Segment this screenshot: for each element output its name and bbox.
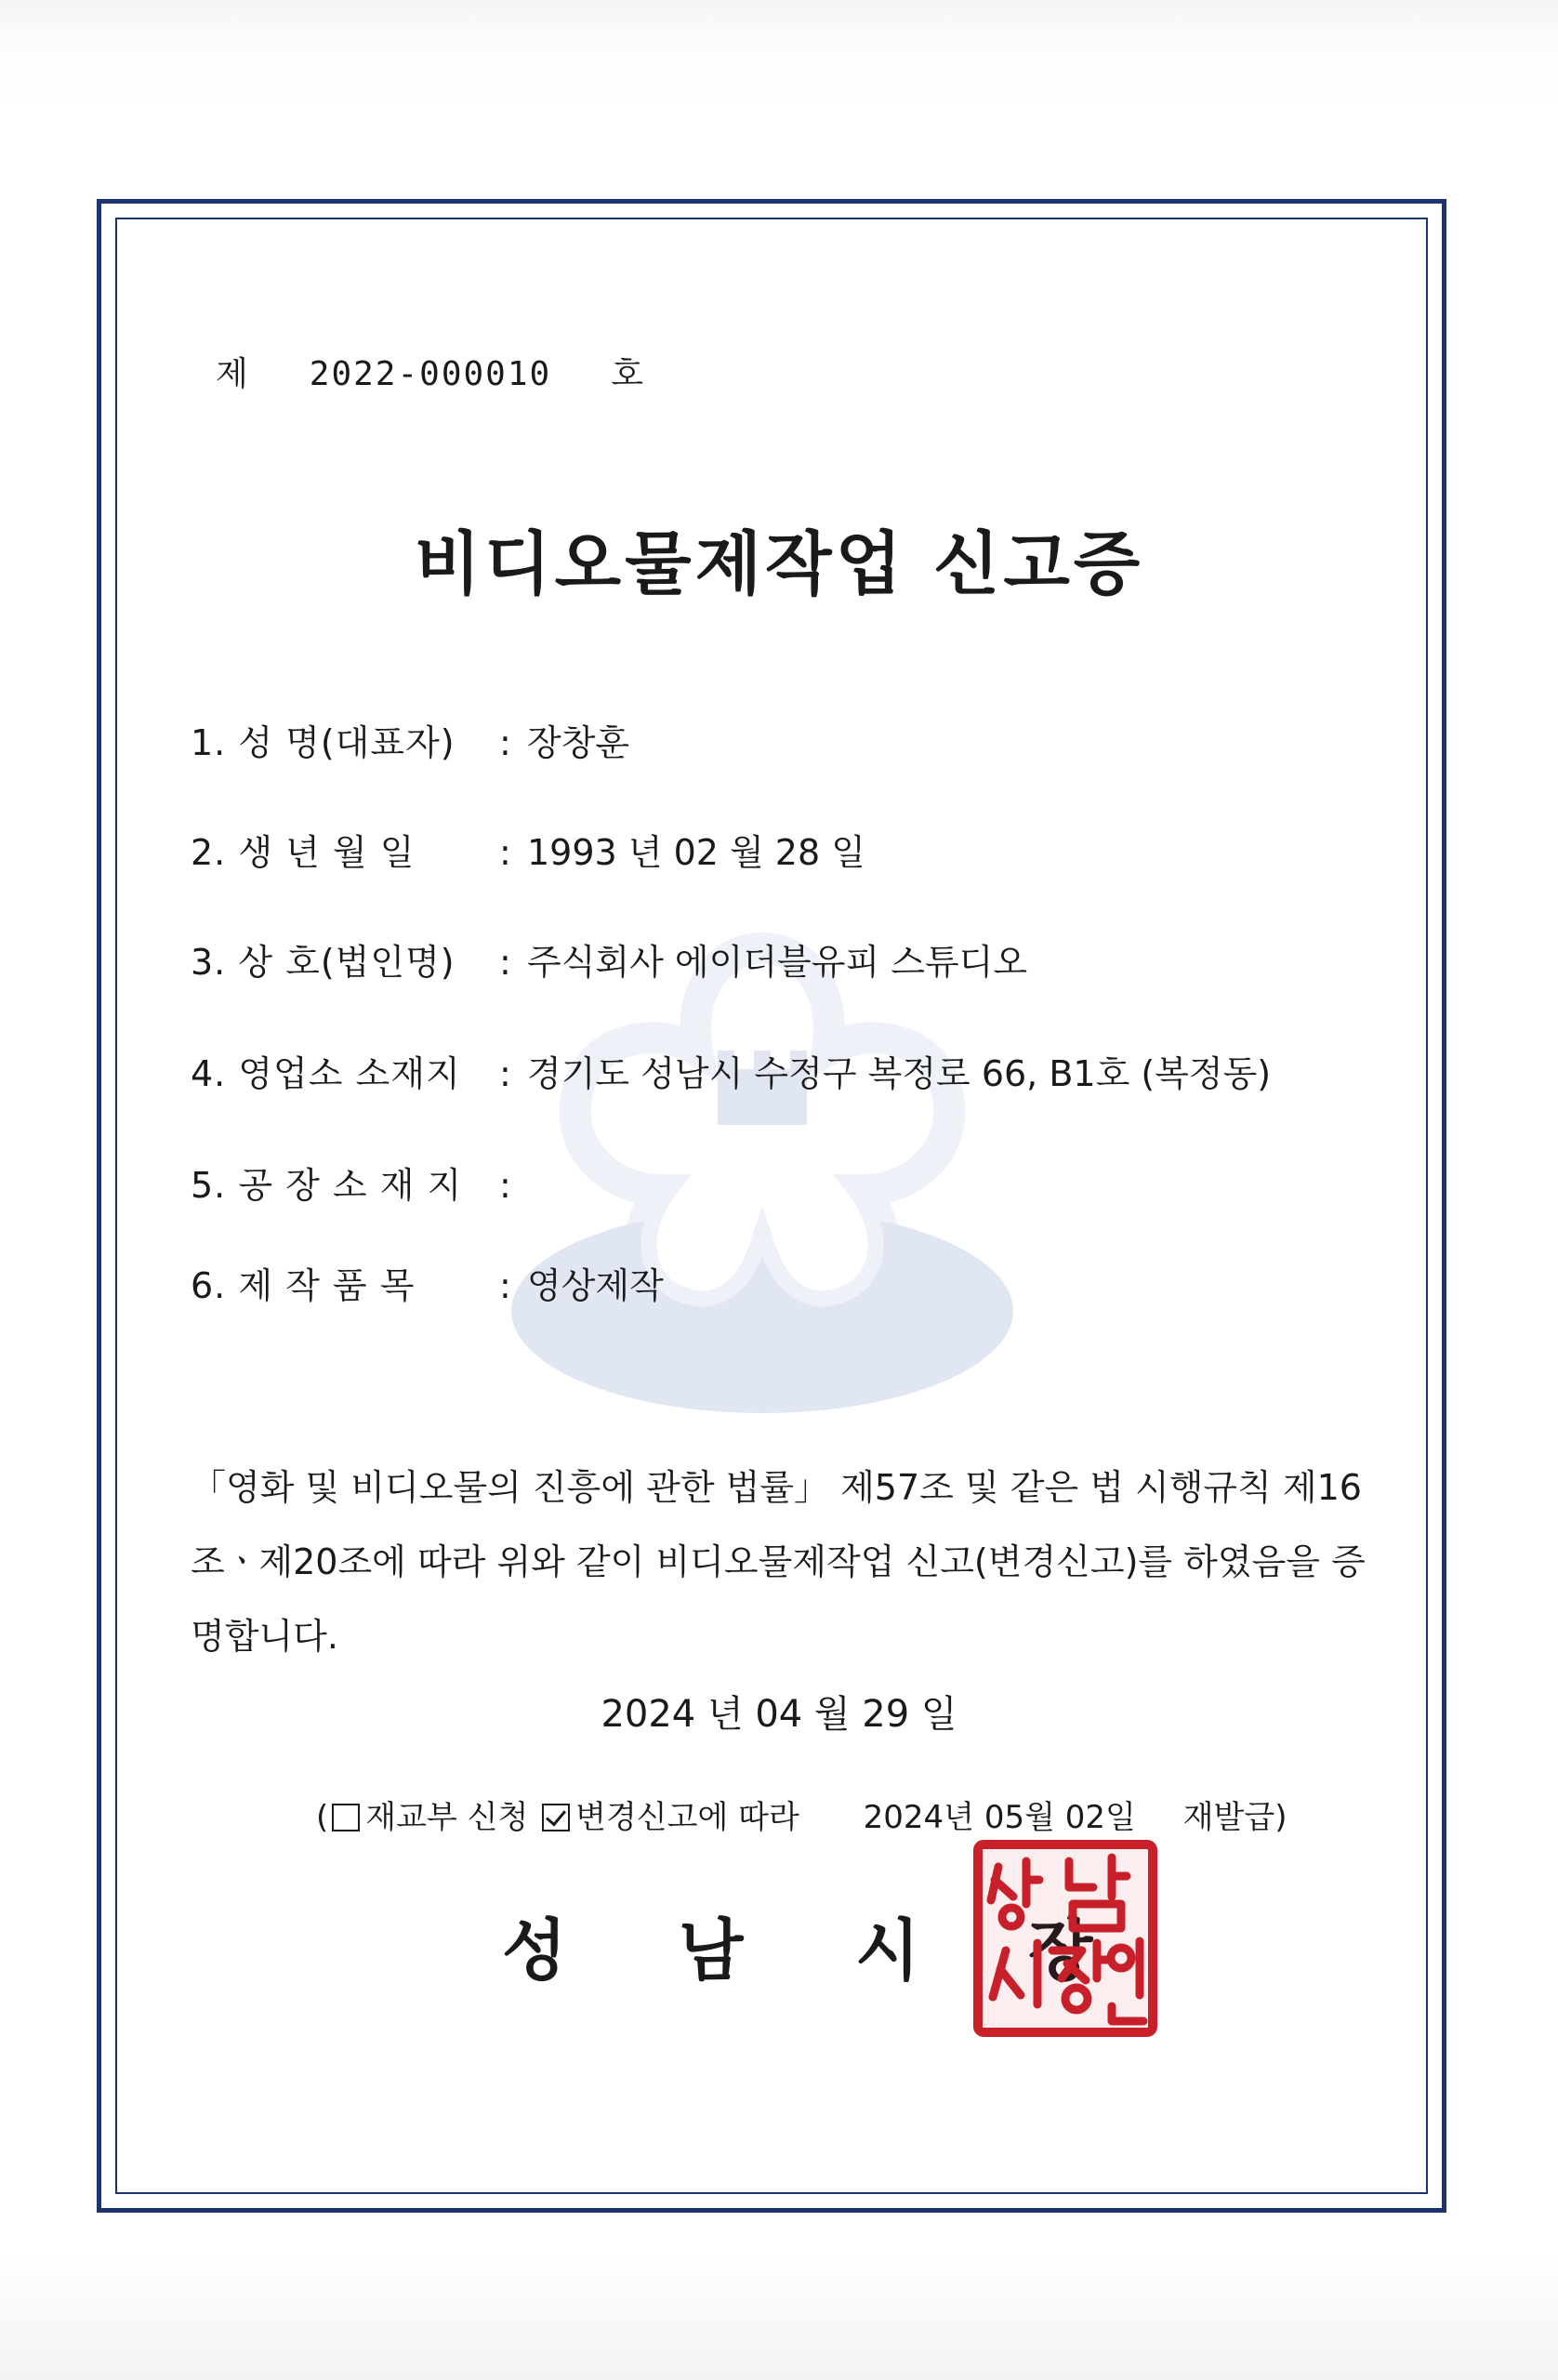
field-colon: : bbox=[499, 832, 511, 873]
issue-date: 2024 년 04 월 29 일 bbox=[601, 1693, 957, 1736]
field-value: 1993 년 02 월 28 일 bbox=[527, 832, 865, 873]
field-factory-address bbox=[191, 1157, 527, 1208]
issuer-char: 남 bbox=[679, 1911, 744, 1990]
field-colon: : bbox=[499, 1265, 511, 1306]
field-value: 영상제작 bbox=[527, 1265, 664, 1306]
number-suffix: 호 bbox=[611, 355, 645, 393]
reissue-request-checkbox[interactable] bbox=[332, 1804, 360, 1831]
field-label: 4. 영업소 소재지 bbox=[191, 1053, 461, 1094]
reissue-date: 2024년 05월 02일 bbox=[863, 1799, 1136, 1836]
reissue-line bbox=[316, 1792, 1287, 1837]
field-label: 1. 성 명(대표자) bbox=[191, 722, 456, 763]
field-colon: : bbox=[499, 722, 511, 763]
change-report-checkbox[interactable] bbox=[542, 1804, 570, 1831]
city-emblem-watermark-icon bbox=[502, 911, 1023, 1432]
change-report-label: 변경신고에 따라 bbox=[575, 1799, 799, 1836]
field-value: 경기도 성남시 수정구 복정로 66, B1호 (복정동) bbox=[527, 1053, 1272, 1094]
field-business-address bbox=[191, 1045, 1271, 1096]
field-colon: : bbox=[499, 1165, 511, 1206]
field-colon: : bbox=[499, 942, 511, 983]
field-value: 주식회사 에이더블유피 스튜디오 bbox=[527, 942, 1028, 983]
issuer-char: 시 bbox=[855, 1911, 920, 1990]
statement-line: 명합니다. bbox=[191, 1616, 338, 1657]
statement-line: 「영화 및 비디오물의 진흥에 관한 법률」 제57조 및 같은 법 시행규칙 제16 bbox=[191, 1467, 1362, 1508]
field-label: 6. 제 작 품 목 bbox=[191, 1265, 416, 1306]
field-production-items bbox=[191, 1257, 664, 1308]
issuer-char: 성 bbox=[502, 1911, 567, 1990]
number-value: 2022-000010 bbox=[309, 355, 552, 393]
field-birthdate bbox=[191, 824, 865, 875]
reissue-suffix: 재발급) bbox=[1182, 1799, 1287, 1836]
reissue-open-paren: ( bbox=[316, 1799, 329, 1836]
issuer-char: 장 bbox=[1028, 1911, 1093, 1990]
document-number bbox=[216, 348, 645, 395]
field-label: 3. 상 호(법인명) bbox=[191, 942, 456, 983]
reissue-request-label: 재교부 신청 bbox=[365, 1799, 529, 1836]
number-prefix: 제 bbox=[216, 355, 250, 393]
field-representative bbox=[191, 714, 629, 765]
field-label: 2. 생 년 월 일 bbox=[191, 832, 416, 873]
field-colon: : bbox=[499, 1053, 511, 1094]
certification-statement bbox=[191, 1450, 1390, 1673]
official-seal-stamp-icon bbox=[972, 1839, 1158, 2038]
statement-line: 조ㆍ제20조에 따라 위와 같이 비디오물제작업 신고(변경신고)를 하였음을 증 bbox=[191, 1541, 1366, 1582]
certificate-title: 비디오물제작업 신고증 bbox=[414, 524, 1144, 604]
field-label: 5. 공 장 소 재 지 bbox=[191, 1165, 463, 1206]
field-company-name bbox=[191, 933, 1027, 985]
field-value: 장창훈 bbox=[527, 722, 630, 763]
